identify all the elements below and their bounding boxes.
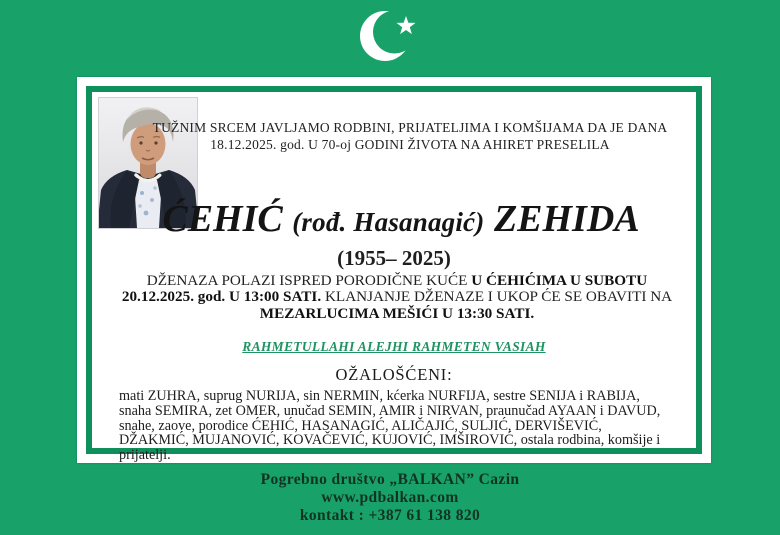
- announcement-header: [113, 119, 707, 153]
- funeral-text-normal-1: DŽENAZA POLAZI ISPRED PORODIČNE KUĆE: [146, 272, 472, 289]
- announcement-line-1: TUŽNIM SRCEM JAVLJAMO RODBINI, PRIJATELJIMA I KOMŠIJAMA DA JE DANA: [152, 120, 668, 135]
- footer-company: Pogrebno društvo „BALKAN” Cazin: [260, 471, 520, 488]
- crescent-star-icon: [360, 5, 424, 67]
- notice-card: [77, 77, 711, 463]
- deceased-name: [91, 199, 711, 242]
- funeral-text-bold-1: U ĆEHIĆIMA U SUBOTU: [471, 272, 648, 289]
- mourners-list: mati ZUHRA, suprug NURIJA, sin NERMIN, kćerka NURFIJA, sestre SENIJA i RABIJA, snaha SEMIRA, zet OMER, unučad SEMIN, AMIR i NIRVAN, praunučad AYAAN i DAVUD, snahe, zaove, porodice ĆEHIĆ, HASANAGIĆ, ALIČAJIĆ, SULJIĆ, DERVIŠEVIĆ, DŽAKMIĆ, MUJANOVIĆ, KOVAČEVIĆ, KUJOVIĆ, IMŠIROVIĆ, ostala rodbina, komšije i prijatelji.: [119, 388, 661, 464]
- funeral-text-normal-2: KLANJANJE DŽENAZE I UKOP ĆE SE OBAVITI NA: [321, 288, 673, 306]
- deceased-years: (1955– 2025): [337, 246, 451, 270]
- funeral-text-bold-3: MEZARLUCIMA MEŠIĆI U 13:30 SATI.: [259, 304, 535, 322]
- funeral-details: [97, 273, 697, 322]
- deceased-first-name: ZEHIDA: [493, 198, 640, 240]
- footer-website: www.pdbalkan.com: [321, 489, 459, 506]
- prayer-line: RAHMETULLAHI ALEJHI RAHMETEN VASIAH: [242, 339, 546, 354]
- deceased-surname: ĆEHIĆ: [162, 198, 283, 240]
- mourners-heading: OŽALOŠĆENI:: [335, 365, 453, 384]
- announcement-line-2: 18.12.2025. god. U 70-oj GODINI ŽIVOTA NA AHIRET PRESELILA: [210, 137, 610, 152]
- footer-contact: kontakt : +387 61 138 820: [299, 507, 481, 524]
- funeral-text-bold-2: 20.12.2025. god. U 13:00 SATI.: [121, 288, 322, 306]
- deceased-maiden-name: (rođ. Hasanagić): [292, 207, 485, 237]
- footer: [0, 471, 780, 525]
